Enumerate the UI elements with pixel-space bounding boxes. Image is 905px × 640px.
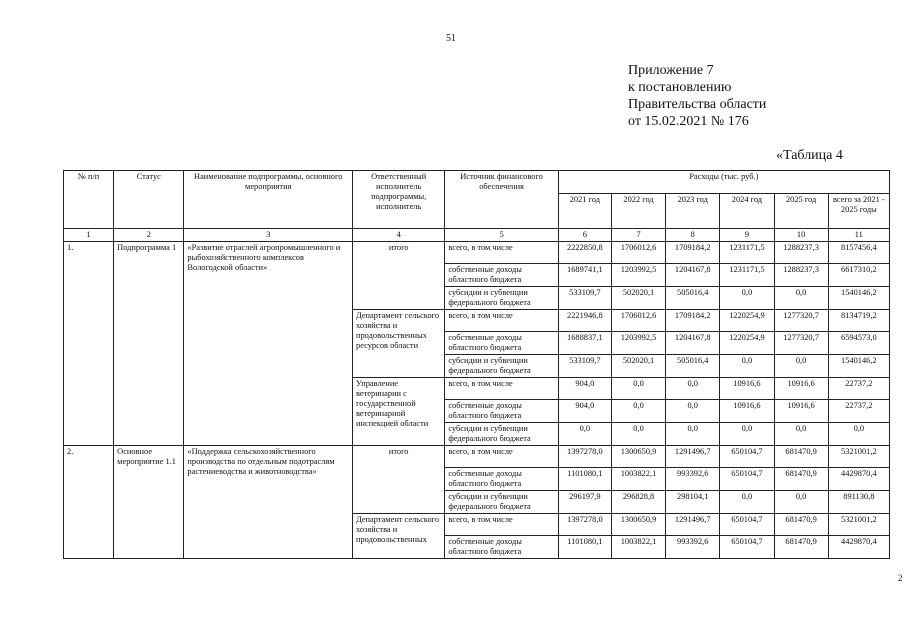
appendix-header <box>628 62 766 130</box>
row-source: субсидии и субвенции федерального бюджета <box>445 491 558 514</box>
row-value: 5321001,2 <box>828 514 889 536</box>
header-expenses: Расходы (тыс. руб.) <box>558 171 889 194</box>
row-value: 891130,8 <box>828 491 889 514</box>
header-year-2023: 2023 год <box>666 194 720 229</box>
row-value: 1706012,6 <box>611 310 665 332</box>
row-value: 533109,7 <box>558 287 611 310</box>
page-number: 51 <box>446 33 456 44</box>
row-value: 904,0 <box>558 378 611 400</box>
row-value: 1203992,5 <box>611 332 665 355</box>
table-label: «Таблица 4 <box>776 148 843 163</box>
row-value: 1709184,2 <box>666 310 720 332</box>
row-value: 10916,6 <box>720 400 774 423</box>
row-source: всего, в том числе <box>445 446 558 468</box>
row-value: 0,0 <box>774 423 828 446</box>
row-value: 22737,2 <box>828 400 889 423</box>
row-value: 502020,1 <box>611 355 665 378</box>
row-value: 1231171,5 <box>720 264 774 287</box>
row-value: 6617310,2 <box>828 264 889 287</box>
row-source: всего, в том числе <box>445 514 558 536</box>
row-value: 0,0 <box>666 400 720 423</box>
header-executor: Ответственный исполнитель подпрограммы, исполнитель <box>353 171 445 229</box>
row-value: 0,0 <box>611 423 665 446</box>
row-value: 5321001,2 <box>828 446 889 468</box>
row-value: 0,0 <box>611 400 665 423</box>
row-value: 993392,6 <box>666 468 720 491</box>
row-value: 296828,8 <box>611 491 665 514</box>
row-value: 0,0 <box>558 423 611 446</box>
row-value: 1540146,2 <box>828 355 889 378</box>
row-value: 298104,1 <box>666 491 720 514</box>
column-index: 7 <box>611 229 665 242</box>
column-index: 6 <box>558 229 611 242</box>
row-source: субсидии и субвенции федерального бюджета <box>445 423 558 446</box>
row-executor: Управление ветеринарии с государственной ветеринарной инспекцией области <box>353 378 445 446</box>
row-source: собственные доходы областного бюджета <box>445 332 558 355</box>
column-index: 9 <box>720 229 774 242</box>
column-index: 10 <box>774 229 828 242</box>
row-value: 1300650,9 <box>611 446 665 468</box>
row-source: собственные доходы областного бюджета <box>445 468 558 491</box>
row-number: 2. <box>64 446 114 559</box>
column-index: 2 <box>114 229 184 242</box>
row-value: 2222850,8 <box>558 242 611 264</box>
column-index: 8 <box>666 229 720 242</box>
row-value: 1288237,3 <box>774 242 828 264</box>
row-value: 2221946,8 <box>558 310 611 332</box>
header-year-2025: 2025 год <box>774 194 828 229</box>
row-name: «Развитие отраслей агропромышленного и рыбохозяйственного комплексов Вологодской области» <box>184 242 353 446</box>
row-value: 0,0 <box>828 423 889 446</box>
row-value: 1003822,1 <box>611 468 665 491</box>
row-value: 1291496,7 <box>666 446 720 468</box>
row-value: 1291496,7 <box>666 514 720 536</box>
table-row <box>64 242 890 264</box>
row-value: 296197,9 <box>558 491 611 514</box>
row-value: 10916,6 <box>720 378 774 400</box>
row-value: 1204167,8 <box>666 264 720 287</box>
row-value: 1220254,9 <box>720 310 774 332</box>
row-value: 681470,9 <box>774 446 828 468</box>
row-value: 1203992,5 <box>611 264 665 287</box>
appendix-line-2: к постановлению <box>628 80 732 95</box>
row-source: всего, в том числе <box>445 310 558 332</box>
row-value: 0,0 <box>720 355 774 378</box>
row-value: 650104,7 <box>720 468 774 491</box>
row-value: 1003822,1 <box>611 536 665 559</box>
row-source: собственные доходы областного бюджета <box>445 264 558 287</box>
row-value: 1101080,1 <box>558 468 611 491</box>
row-value: 4429870,4 <box>828 468 889 491</box>
row-value: 1277320,7 <box>774 310 828 332</box>
row-value: 8157456,4 <box>828 242 889 264</box>
header-row <box>64 171 890 194</box>
row-source: собственные доходы областного бюджета <box>445 400 558 423</box>
row-source: всего, в том числе <box>445 242 558 264</box>
row-value: 0,0 <box>774 491 828 514</box>
row-value: 0,0 <box>774 355 828 378</box>
row-status: Основное мероприятие 1.1 <box>114 446 184 559</box>
row-value: 681470,9 <box>774 536 828 559</box>
row-value: 1397278,0 <box>558 446 611 468</box>
row-executor: итого <box>353 242 445 310</box>
row-value: 650104,7 <box>720 514 774 536</box>
row-value: 1709184,2 <box>666 242 720 264</box>
row-value: 1231171,5 <box>720 242 774 264</box>
row-value: 1397278,0 <box>558 514 611 536</box>
row-executor: Департамент сельского хозяйства и продовольственных <box>353 514 445 559</box>
column-index-row <box>64 229 890 242</box>
header-source: Источник финансового обеспечения <box>445 171 558 229</box>
row-value: 650104,7 <box>720 446 774 468</box>
table-row <box>64 446 890 468</box>
header-name: Наименование подпрограммы, основного мероприятия <box>184 171 353 229</box>
row-value: 1204167,8 <box>666 332 720 355</box>
appendix-line-3: Правительства области <box>628 97 767 112</box>
row-value: 4429870,4 <box>828 536 889 559</box>
header-year-2024: 2024 год <box>720 194 774 229</box>
row-status: Подпрограмма 1 <box>114 242 184 446</box>
row-source: собственные доходы областного бюджета <box>445 536 558 559</box>
row-value: 1540146,2 <box>828 287 889 310</box>
row-value: 1288237,3 <box>774 264 828 287</box>
row-number: 1. <box>64 242 114 446</box>
row-value: 904,0 <box>558 400 611 423</box>
column-index: 3 <box>184 229 353 242</box>
header-num: № п/п <box>64 171 114 229</box>
column-index: 4 <box>353 229 445 242</box>
row-value: 0,0 <box>720 287 774 310</box>
row-value: 681470,9 <box>774 514 828 536</box>
row-value: 1101080,1 <box>558 536 611 559</box>
row-value: 1300650,9 <box>611 514 665 536</box>
row-value: 1220254,9 <box>720 332 774 355</box>
edge-mark: 2 <box>898 573 903 583</box>
row-value: 0,0 <box>774 287 828 310</box>
row-value: 0,0 <box>720 491 774 514</box>
appendix-line-1: Приложение 7 <box>628 63 714 78</box>
column-index: 1 <box>64 229 114 242</box>
row-value: 10916,6 <box>774 378 828 400</box>
header-total: всего за 2021 - 2025 годы <box>828 194 889 229</box>
row-source: всего, в том числе <box>445 378 558 400</box>
row-value: 681470,9 <box>774 468 828 491</box>
row-value: 1689741,1 <box>558 264 611 287</box>
column-index: 5 <box>445 229 558 242</box>
row-value: 505016,4 <box>666 287 720 310</box>
header-year-2022: 2022 год <box>611 194 665 229</box>
row-value: 0,0 <box>666 378 720 400</box>
row-value: 0,0 <box>720 423 774 446</box>
row-value: 10916,6 <box>774 400 828 423</box>
appendix-line-4: от 15.02.2021 № 176 <box>628 114 749 129</box>
budget-table-body <box>64 242 890 559</box>
row-value: 650104,7 <box>720 536 774 559</box>
row-executor: Департамент сельского хозяйства и продовольственных ресурсов области <box>353 310 445 378</box>
row-value: 0,0 <box>611 378 665 400</box>
row-value: 505016,4 <box>666 355 720 378</box>
row-value: 1688837,1 <box>558 332 611 355</box>
row-value: 1706012,6 <box>611 242 665 264</box>
row-value: 6594573,0 <box>828 332 889 355</box>
row-executor: итого <box>353 446 445 514</box>
row-name: «Поддержка сельскохозяйственного производства по отдельным подотраслям растениеводства и животноводства» <box>184 446 353 559</box>
row-value: 0,0 <box>666 423 720 446</box>
row-source: субсидии и субвенции федерального бюджета <box>445 287 558 310</box>
header-status: Статус <box>114 171 184 229</box>
row-value: 8134719,2 <box>828 310 889 332</box>
row-value: 502020,1 <box>611 287 665 310</box>
row-source: субсидии и субвенции федерального бюджета <box>445 355 558 378</box>
budget-table <box>63 170 890 559</box>
row-value: 993392,6 <box>666 536 720 559</box>
row-value: 533109,7 <box>558 355 611 378</box>
row-value: 22737,2 <box>828 378 889 400</box>
header-year-2021: 2021 год <box>558 194 611 229</box>
column-index: 11 <box>828 229 889 242</box>
row-value: 1277320,7 <box>774 332 828 355</box>
